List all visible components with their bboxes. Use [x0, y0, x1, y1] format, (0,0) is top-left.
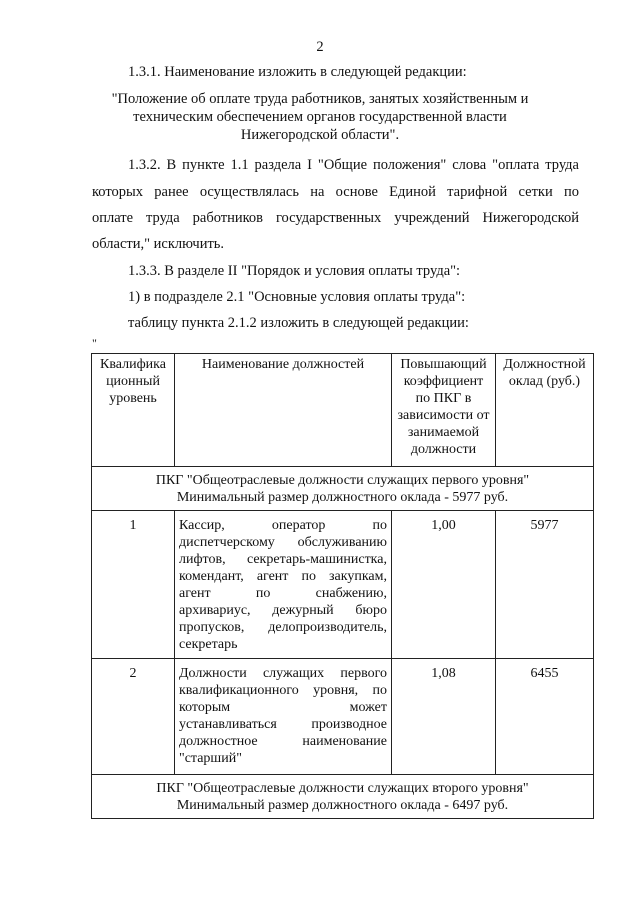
section-1-3-3: 1.3.3. В разделе II "Порядок и условия оплаты труда": [128, 263, 461, 279]
row-coefficient: 1,08 [392, 659, 496, 775]
header-level: Квалифика ционный уровень [92, 354, 175, 467]
opening-quote: " [92, 336, 97, 350]
header-coefficient: Повышающий коэффициент по ПКГ в зависимости от занимаемой должности [392, 354, 496, 467]
title-line-2: техническим обеспечением органов государственной власти [133, 109, 507, 125]
section-1-3-2-line-4: области," исключить. [92, 236, 225, 252]
section-1-3-3-item-2: таблицу пункта 2.1.2 изложить в следующей редакции: [128, 315, 469, 331]
row-positions: Должности служащих первого квалификационного уровня, по которым может устанавливаться производное должностное наименование "старший" [175, 659, 392, 775]
header-positions: Наименование должностей [175, 354, 392, 467]
row-salary: 6455 [496, 659, 594, 775]
row-salary: 5977 [496, 511, 594, 659]
row-positions: Кассир, оператор по диспетчерскому обслуживанию лифтов, секретарь-машинистка, комендант, агент по закупкам, агент по снабжению, архивариус, дежурный бюро пропусков, делопроизводитель, секретарь [175, 511, 392, 659]
group-header-cell: ПКГ "Общеотраслевые должности служащих первого уровня" Минимальный размер должностного оклада - 5977 руб. [92, 467, 594, 511]
header-salary: Должностной оклад (руб.) [496, 354, 594, 467]
group-header-second-level [92, 775, 594, 819]
group-header-cell: ПКГ "Общеотраслевые должности служащих второго уровня" Минимальный размер должностного оклада - 6497 руб. [92, 775, 594, 819]
row-level: 1 [92, 511, 175, 659]
title-line-1: "Положение об оплате труда работников, занятых хозяйственным и [111, 91, 529, 107]
table-row [92, 659, 594, 775]
section-1-3-3-item-1: 1) в подразделе 2.1 "Основные условия оплаты труда": [128, 289, 466, 305]
salary-table [91, 353, 594, 819]
section-1-3-2-line-1: 1.3.2. В пункте 1.1 раздела I "Общие положения" слова "оплата труда [128, 157, 579, 173]
section-1-3-1: 1.3.1. Наименование изложить в следующей редакции: [128, 64, 467, 80]
group-header-first-level [92, 467, 594, 511]
title-line-3: Нижегородской области". [240, 127, 400, 143]
row-coefficient: 1,00 [392, 511, 496, 659]
row-level: 2 [92, 659, 175, 775]
table-row [92, 511, 594, 659]
section-1-3-2-line-2: которых ранее осуществлялась на основе Единой тарифной сетки по [92, 184, 579, 200]
page-number: 2 [316, 39, 324, 55]
table-header-row [92, 354, 594, 467]
section-1-3-2-line-3: оплате труда работников государственных учреждений Нижегородской [92, 210, 579, 226]
